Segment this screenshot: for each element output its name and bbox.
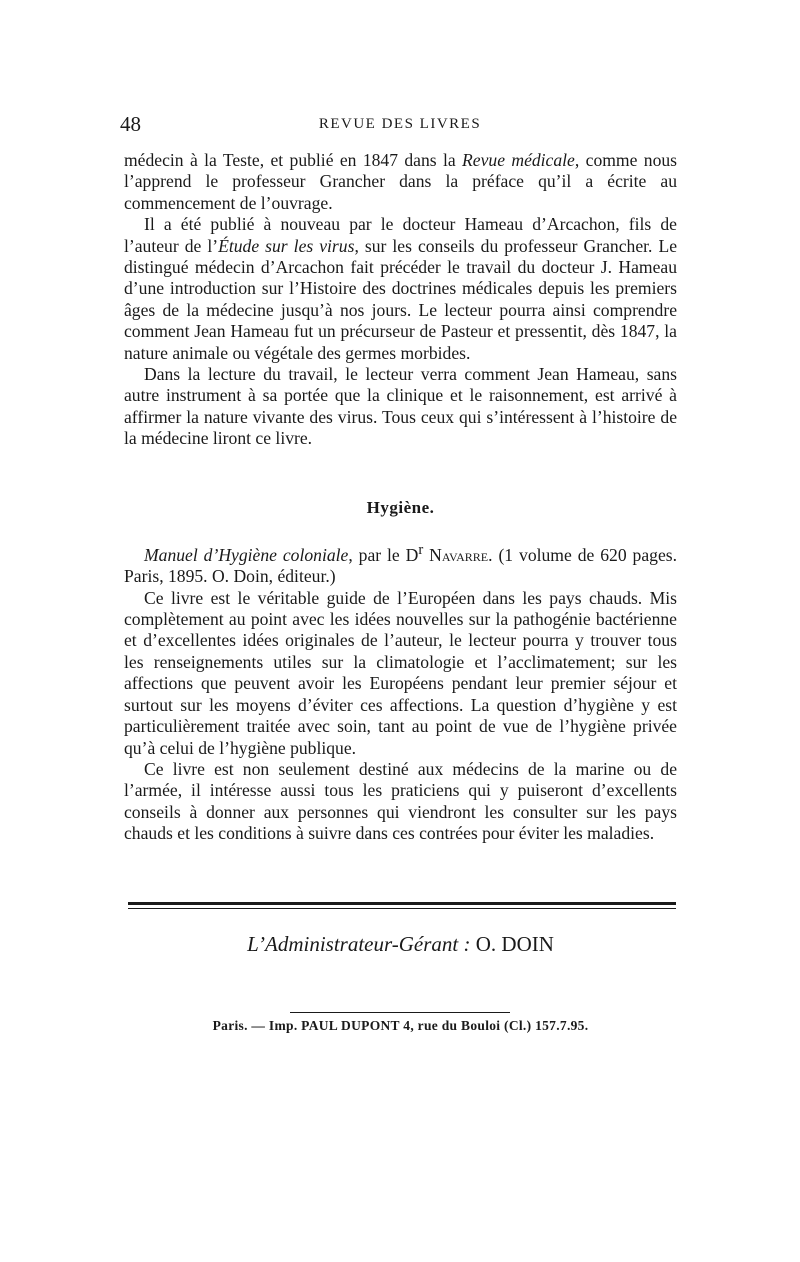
review-jean-hameau [124, 150, 677, 450]
signature-name: O. DOIN [475, 932, 554, 956]
signature-line [124, 932, 677, 957]
text: médecin à la Teste, et publié en 1847 dans la [124, 150, 463, 170]
text: Il a été publié à nouveau par le docteur Hameau d’Arcachon, fils de l’auteur de l’ [124, 214, 677, 256]
paragraph: Ce livre est le véritable guide de l’Européen dans les pays chauds. Mis complètement au point avec les idées nouvelles sur la pathogénie bactérienne et d’excellentes idées originales de l’auteur, le lecteur pourra y trouver tous les renseignements utiles sur la climatologie et l’acclimatement; sur les affections que peuvent avoir les Européens pendant leur premier séjour et surtout sur les moyens d’éviter ces affections. La question d’hygiène y est particulièrement traitée avec soin, tant au point de vue de l’hygiène privée qu’à celui de l’hygiène publique. [124, 587, 677, 758]
book-title: Étude sur les virus [218, 235, 355, 256]
text: , par le D [348, 544, 419, 565]
paragraph: Ce livre est non seulement destiné aux médecins de la marine ou de l’armée, il intéresse aussi tous les praticiens qui y puiseront d’excellents conseils à donner aux personnes qui viendront les consulter sur les pays chauds et les conditions à suivre dans ces contrées pour éviter les maladies. [124, 758, 677, 844]
signature-title: L’Administrateur-Gérant : [247, 932, 476, 956]
author-name: Navarre [429, 544, 489, 565]
text: , sur les conseils du professeur Grancher. Le distingué médecin d’Arcachon fait précéder le travail du docteur J. Hameau d’une introduction sur l’Histoire des doctrines médicales depuis les premiers âges de la médecine jusqu’à nos jours. Le lecteur pourra ainsi comprendre comment Jean Hameau fut un précurseur de Pasteur et pressentit, dès 1847, la nature animale ou végétale des germes morbides. [124, 235, 678, 363]
divider-rule [128, 908, 676, 909]
book-reference [124, 540, 677, 588]
paragraph [124, 214, 677, 364]
text: . (1 volume de 620 pages. Paris, 1895. O. Doin, éditeur.) [124, 544, 677, 587]
superscript: r [418, 542, 424, 558]
printer-imprint: Paris. — Imp. PAUL DUPONT 4, rue du Bouloi (Cl.) 157.7.95. [212, 1018, 589, 1033]
divider-rule [128, 902, 676, 905]
divider-rule [290, 1012, 510, 1013]
section-heading: Hygiène. [366, 498, 435, 517]
running-head [120, 112, 680, 136]
running-title: REVUE DES LIVRES [318, 116, 482, 132]
review-hygiene-coloniale [124, 540, 677, 845]
journal-title: Revue médicale [462, 150, 575, 170]
paragraph [124, 150, 677, 214]
book-title: Manuel d’Hygiène coloniale [144, 544, 349, 565]
page-number: 48 [120, 112, 141, 136]
paragraph: Dans la lecture du travail, le lecteur verra comment Jean Hameau, sans autre instrument à sa portée que la clinique et le raisonnement, est arrivé à affirmer la nature vivante des virus. Tous ceux qui s’intéressent à l’histoire de la médecine liront ce livre. [124, 364, 677, 449]
text: , comme nous l’apprend le professeur Grancher dans la préface qu’il a écrite au commencement de l’ouvrage. [124, 150, 678, 213]
